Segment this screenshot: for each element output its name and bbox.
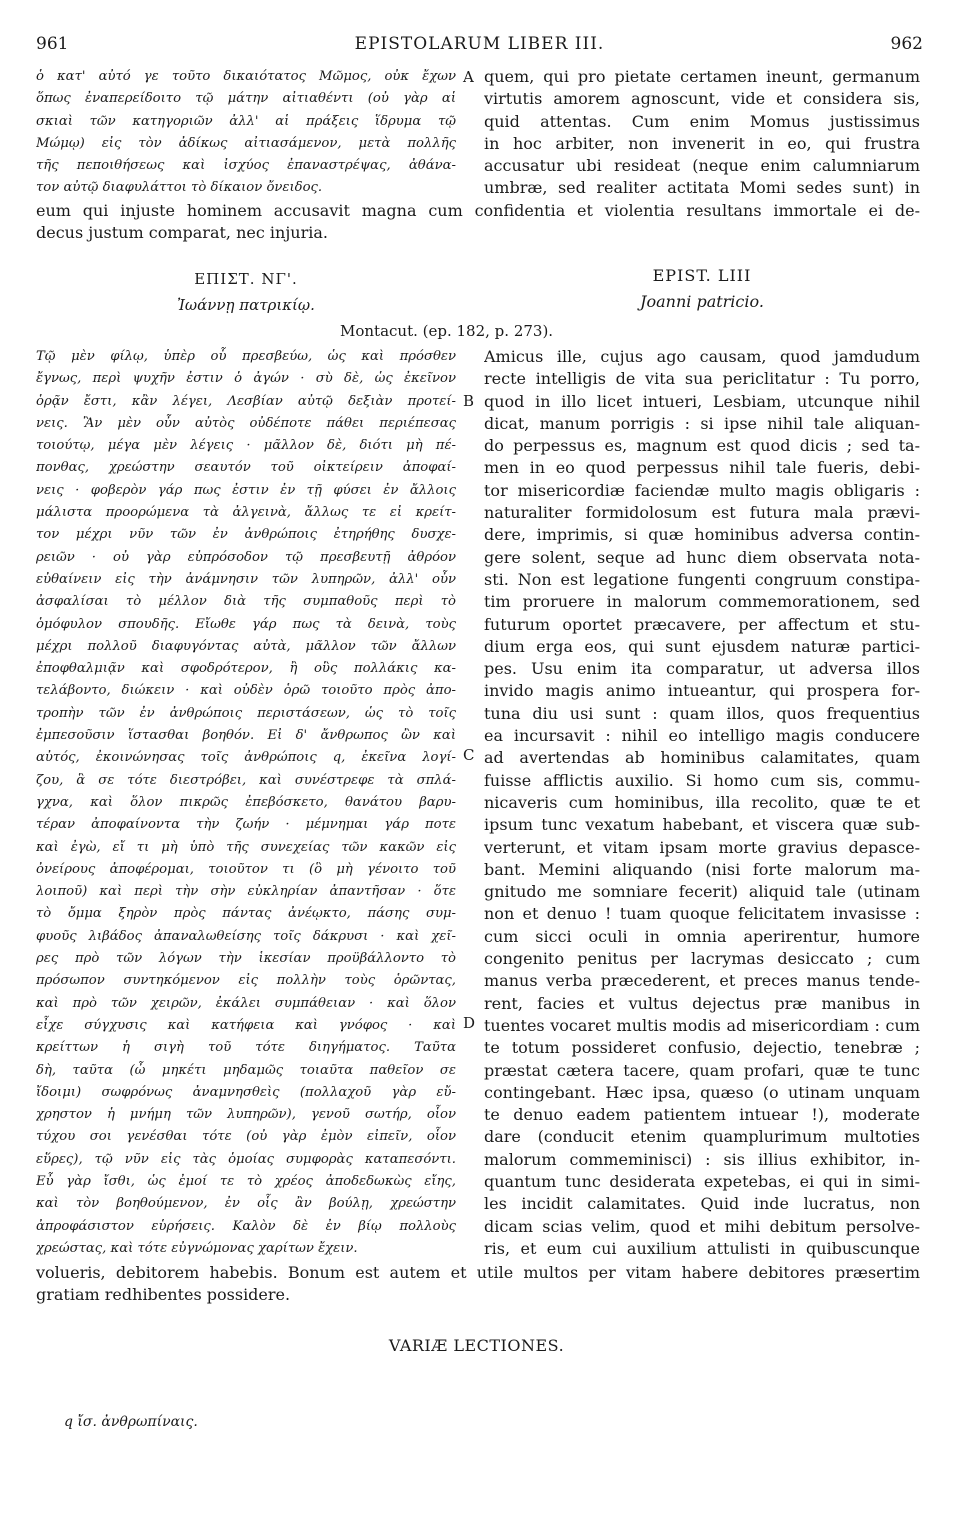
latin-text-line: dicat, manum porrigis : si ipse nihil tale aliquan- (484, 413, 920, 433)
greek-text-line: τελάβοντο, διώκειν · καὶ οὐδὲν ὁρῶ τοιοῦτο πρὸς ἀπο- (36, 683, 456, 699)
greek-text-line: τον αὐτῷ διαφυλάττοι τὸ δίκαιον ὄνειδος. (36, 180, 323, 196)
margin-letter-d: D (463, 1014, 476, 1032)
greek-column-top (36, 66, 456, 200)
latin-text-line: ris, et eum cui auxilium attulisti in quibuscunque (484, 1238, 920, 1258)
greek-text-line: μάλιστα προορώμενα τὰ ἀλγεινὰ, ἄλλως τε εἰ κρείτ- (36, 505, 456, 521)
latin-text-line: pes. Usu enim ita comparatur, ut adversa illos (484, 659, 920, 679)
greek-text-line: ὀνείρους ἀποφέρομαι, τοιοῦτον τι (ὃ μὴ γένοιτο τοῦ (36, 861, 456, 877)
greek-text-line: μέχρι πολλοῦ διαφυγόντας αὐτὰ, μᾶλλον τῶν ἄλλων (36, 638, 456, 654)
page-number-right: 962 (890, 34, 923, 54)
greek-text-line: ὁρᾷν ἔστι, κἂν λέγει, Λεσβίαν αὐτῷ δεξιὰν προτεί- (36, 393, 456, 409)
latin-text-line: eum qui injuste hominem accusavit magna cum confidentia et violentia resultans immortale ei de- (36, 201, 920, 220)
greek-text-line: καὶ ἐγὼ, εἴ τι μὴ ὑπὸ τῆς συνεχείας τῶν κακῶν εἰς (36, 839, 456, 855)
greek-text-line: τροπὴν τῶν ἐν ἀνθρώποις περιστάσεων, ὡς τὸ τοῖς (36, 705, 456, 721)
greek-text-line: Τῷ μὲν φίλῳ, ὑπὲρ οὗ πρεσβεύω, ὡς καὶ πρόσθεν (36, 349, 456, 364)
greek-text-line: ζου, ἃ σε τότε διεστρόβει, καὶ συνέστρεφε τὰ σπλά- (36, 772, 456, 788)
latin-text-line: quem, qui pro pietate certamen ineunt, germanum (484, 67, 920, 86)
footnote: q ἴσ. ἀνθρωπίναις. (64, 1414, 198, 1430)
latin-text-line: præstat cætera tacere, quam profari, quæ te tunc (484, 1060, 920, 1080)
latin-full-width-top (36, 200, 920, 245)
greek-column-main (36, 346, 456, 1260)
greek-epistle-address: Ἰωάννῃ πατρικίῳ. (177, 296, 315, 314)
greek-text-line: εὕρες), τῷ νῦν εἰς τὰς ὁμοίας συμφορὰς καταπεσόντι. (36, 1151, 456, 1167)
page-header (36, 34, 923, 56)
greek-text-line: τον μέχρι νῦν τῶν ἐν ἀνθρώποις ἐτηρήθης δυσχε- (36, 527, 456, 543)
greek-text-line: ρειῶν · οὐ γὰρ εὐπρόσοδον τῷ πρεσβευτῇ ἀθρόον (36, 549, 456, 565)
latin-epistle-address: Joanni patricio. (640, 292, 764, 311)
latin-text-line: virtutis amorem agnoscunt, vide et considera sis, (484, 89, 920, 109)
latin-text-line: quantum tunc desiderata expetebas, ei qui in simi- (484, 1171, 920, 1191)
latin-text-line: dicam scias velim, quod et mihi debitum persolve- (484, 1216, 920, 1236)
margin-letter-c: C (463, 746, 475, 764)
greek-text-line: νεις · φοβερὸν γάρ πως ἐστιν ἐν τῇ φύσει ἐν ἄλλοις (36, 482, 456, 498)
greek-text-line: τοιούτῳ, μέγα μὲν λέγεις · μᾶλλον δὲ, διότι μὴ πέ- (36, 438, 456, 454)
greek-text-line: ὁμόφυλον σπουδῆς. Εἴωθε γάρ πως τὰ δεινὰ, τοὺς (36, 616, 456, 632)
latin-text-line: ipsum tunc vexatum habebant, et viscera quæ sub- (484, 815, 920, 835)
latin-text-line: ea incursavit : nihil eo intelligo magis conducere (484, 726, 920, 746)
variae-lectiones-heading: VARIÆ LECTIONES. (388, 1336, 565, 1355)
latin-text-line: quod in illo licet intueri, Lesbiam, utcunque nihil (484, 391, 920, 411)
greek-text-line: αὐτός, ἐκοινώνησας τοῖς ἀνθρώποις q, ἐκεῖνα λογί- (36, 750, 456, 766)
latin-column-top (484, 66, 920, 200)
latin-text-line: ad avertendas ab hominibus calamitates, quam (484, 748, 920, 768)
greek-text-line: γχνα, καὶ ὅλον πικρῶς ἐπεβόσκετο, θανάτου βαρυ- (36, 794, 456, 810)
greek-text-line: Μώμῳ) εἰς τὸν ἀδίκως αἰτιασάμενον, μετὰ πολλῆς (36, 135, 456, 151)
latin-text-line: gratiam redhibentes possidere. (36, 1285, 291, 1305)
latin-text-line: in hoc arbiter, non invenerit in eo, qui frustra (484, 133, 920, 153)
greek-text-line: τέραν ἀποφαίνοντα τὴν ζωήν · μέμνημαι γάρ ποτε (36, 817, 456, 833)
greek-epistle-title: ΕΠΙΣΤ. ΝΓ'. (194, 270, 298, 288)
latin-text-line: tuentes vocaret multis modis ad misericordiam : cum (484, 1015, 920, 1035)
page-number-left: 961 (36, 34, 69, 54)
latin-text-line: dere, imprimis, si quæ hominibus adversa contin- (484, 525, 920, 545)
greek-text-line: χρεώστας, καὶ τότε εὐγνώμονας χαρίτων ἔχειν. (36, 1240, 358, 1256)
latin-text-line: invido magis animo intueantur, qui prospera for- (484, 681, 920, 701)
latin-text-line: men in eo quod perpessus nihil tale fueris, debi- (484, 458, 920, 478)
latin-text-line: tuna diu usi sunt : quam illos, quos frequentius (484, 703, 920, 723)
latin-text-line: rent, facies et vultus dejectus præ manibus in (484, 993, 920, 1013)
greek-text-line: εἶχε σύγχυσις καὶ κατήφεια καὶ γνόφος · καὶ (36, 1017, 456, 1033)
latin-text-line: non et denuo ! tuam quoque felicitatem invasisse : (484, 904, 920, 924)
latin-text-line: umbræ, sed realiter actitata Momi sedes sunt) in (484, 178, 920, 198)
greek-text-line: ὅπως ἐναπερείδοιτο τῷ μάτην αἰτιαθέντι (οὐ γὰρ αἱ (36, 91, 456, 107)
greek-text-line: ὁ κατ' αὐτό γε τοῦτο δικαιότατος Μῶμος, οὐκ ἔχων (36, 69, 456, 84)
greek-text-line: ἔγνως, περὶ ψυχῆν ἐστιν ὁ ἀγών · σὺ δὲ, ὡς ἐκεῖνον (36, 371, 456, 387)
greek-text-line: ἀπροφάσιστον εὑρήσεις. Καλὸν δὲ ἐν βίῳ πολλοὺς (36, 1218, 456, 1234)
greek-text-line: ἐποφθαλμιᾷν καὶ σφοδρότερον, ἢ οὓς πολλάκις κα- (36, 661, 456, 677)
latin-text-line: verterunt, et vitam ipsam morte gravius depasce- (484, 837, 920, 857)
greek-text-line: χρηστον ἡ μνήμη τῶν λυπηρῶν), γενοῦ σωτήρ, οἷον (36, 1107, 456, 1123)
latin-text-line: te denuo eadem patientem intuear !), moderate (484, 1105, 920, 1125)
greek-text-line: ρες πρὸ τῶν λόγων τὴν ἱκεσίαν προϋβάλλοντο τὸ (36, 951, 456, 967)
source-reference: Montacut. (ep. 182, p. 273). (340, 322, 554, 340)
latin-text-line: congenito penitus per lacrymas desiccato ; cum (484, 949, 920, 969)
latin-text-line: nicaveris cum hominibus, illa recolito, quæ te et (484, 792, 920, 812)
latin-column-main (484, 346, 920, 1260)
latin-text-line: futurum oportet præcavere, per affectum et stu- (484, 614, 920, 634)
greek-text-line: πρόσωπον συντηκόμενον εἰς πολλὴν τοὺς ὁρῶντας, (36, 973, 456, 989)
latin-text-line: gnitudo me somniare fecerit) aliquid tale (utinam (484, 882, 920, 902)
latin-text-line: quid attentas. Cum enim Momus justissimus (484, 111, 920, 131)
latin-text-line: manus verba præcederent, et preces manus tende- (484, 971, 920, 991)
latin-text-line: tim proruere in malorum commemorationem, sed (484, 592, 920, 612)
latin-text-line: do perpessus es, magnum est quod dicis ; sed ta- (484, 436, 920, 456)
latin-text-line: decus justum comparat, nec injuria. (36, 223, 328, 243)
greek-text-line: ἀσφαλίσαι τὸ μέλλον διὰ τῆς συμπαθοῦς περὶ τὸ (36, 594, 456, 610)
margin-letter-b: B (463, 392, 475, 410)
greek-text-line: εὐθαίνειν εἰς τὴν ἀνάμνησιν τῶν λυπηρῶν, ἀλλ' οὖν (36, 571, 456, 587)
latin-text-line: fuisse afflictis auxilio. Si homo cum sis, commu- (484, 770, 920, 790)
latin-text-line: cum sicci oculi in omnia aperirentur, humore (484, 926, 920, 946)
greek-text-line: δὴ, ταῦτα (ὦ μηκέτι μηδαμῶς τοιαῦτα παθεῖον σε (36, 1062, 456, 1078)
latin-text-line: volueris, debitorem habebis. Bonum est autem et utile multos per vitam habere debitores præsertim (36, 1263, 920, 1282)
running-title: EPISTOLARUM LIBER III. (354, 34, 605, 54)
latin-text-line: tor misericordiæ faciendæ multo magis obligaris : (484, 480, 920, 500)
latin-epistle-title: EPIST. LIII (652, 266, 752, 285)
greek-text-line: καὶ πρὸ τῶν χειρῶν, ἐκάλει συμπάθειαν · καὶ ὅλον (36, 995, 456, 1011)
greek-text-line: κρείττων ἡ σιγὴ τοῦ τότε διηγήματος. Ταῦτα (36, 1040, 456, 1056)
greek-text-line: Εὖ γὰρ ἴσθι, ὡς ἐμοί τε τὸ χρέος ἀποδεδωκὼς εἴης, (36, 1173, 456, 1189)
greek-text-line: σκιαὶ τῶν κατηγοριῶν ἀλλ' αἱ πράξεις ἵδρυμα τῷ (36, 113, 456, 129)
latin-text-line: contingebant. Hæc ipsa, quæso (o utinam unquam (484, 1082, 920, 1102)
greek-text-line: φυοῦς λιβάδος ἀπαναλωθείσης τοῖς δάκρυσι · καὶ χεῖ- (36, 928, 456, 944)
latin-text-line: malorum commeminisci) : sis illius exhibitor, in- (484, 1149, 920, 1169)
greek-text-line: νεις. Ἂν μὲν οὖν αὐτὸς οὐδέποτε πάθει περιέπεσας (36, 415, 456, 431)
latin-text-line: bant. Memini aliquando (nisi forte malorum ma- (484, 859, 920, 879)
greek-text-line: πονθας, χρεώστην σεαυτόν τοῦ οἰκτείρειν ἀποφαί- (36, 460, 456, 476)
latin-full-width-bottom (36, 1262, 920, 1307)
latin-text-line: Amicus ille, cujus ago causam, quod jamdudum (484, 347, 920, 366)
latin-text-line: recte intelligis de vita sua periclitatur : Tu porro, (484, 369, 920, 389)
greek-text-line: τὸ ὄμμα ξηρὸν πρὸς πάντας ἀνέῳκτο, πάσης συμ- (36, 906, 456, 922)
margin-letter-a: A (463, 68, 474, 86)
latin-text-line: accusatur ubi resideat (neque enim calumniarum (484, 156, 920, 176)
greek-text-line: ἐμπεσοῦσιν ἵστασθαι βοηθόν. Εἰ δ' ἄνθρωπος ὢν καὶ (36, 728, 456, 744)
latin-text-line: gere solent, seque ad hunc diem observata nota- (484, 547, 920, 567)
latin-text-line: te totum possideret confusio, dejectio, tenebræ ; (484, 1038, 920, 1058)
greek-text-line: τύχου σοι γενέσθαι τότε (οὐ γὰρ ἐμὸν εἰπεῖν, οἷον (36, 1129, 456, 1145)
latin-text-line: les incidit calamitates. Quid inde lucratus, non (484, 1194, 920, 1214)
greek-text-line: ἴδοιμι) σωφρόνως ἀναμνησθεὶς (πολλαχοῦ γὰρ εὔ- (36, 1084, 456, 1100)
latin-text-line: dium erga eos, qui sunt ejusdem naturæ partici- (484, 636, 920, 656)
latin-text-line: naturaliter formidolosum est futura mala prævi- (484, 503, 920, 523)
latin-text-line: sti. Non est legatione fungenti congruum constipa- (484, 569, 920, 589)
greek-text-line: λοιποῦ) καὶ περὶ τὴν σὴν εὐκληρίαν ἀπαντῆσαν · ὅτε (36, 884, 456, 900)
greek-text-line: τῆς πεποιθήσεως καὶ ἰσχύος ἐπαναστρέψας, ἀθάνα- (36, 158, 456, 174)
latin-text-line: dare (conducit etenim quamplurimum multoties (484, 1127, 920, 1147)
greek-text-line: καὶ τὸν βοηθούμενον, ἐν οἷς ἂν βούλῃ, χρεώστην (36, 1196, 456, 1212)
